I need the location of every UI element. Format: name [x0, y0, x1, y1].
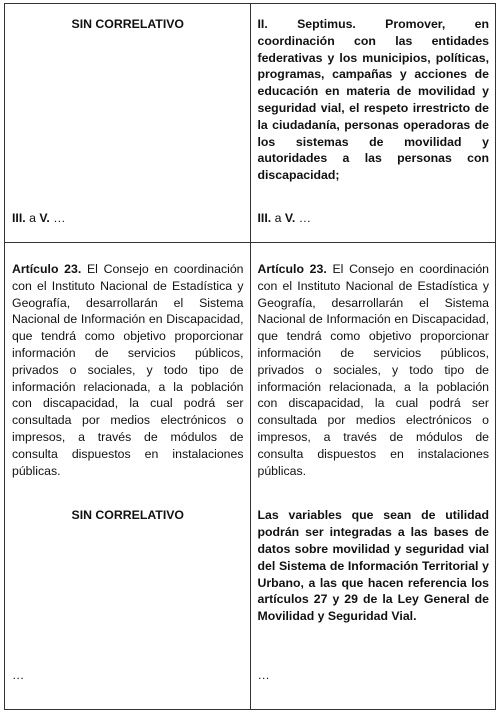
- no-correlative-heading: SIN CORRELATIVO: [71, 17, 184, 31]
- fractions-range: III. a V. …: [12, 211, 66, 225]
- fractions-range: III. a V. …: [257, 211, 312, 225]
- cell-proposed-text: [250, 4, 496, 243]
- cell-current-text: [5, 4, 251, 243]
- comparison-table: [4, 3, 496, 710]
- table-row: [5, 243, 496, 710]
- fraction-ii-septimus: II. Septimus. Promover, en coordinación con las entidades federativas y los municipios, políticas, programas, campañas y acciones de educación en materia de movilidad y seguridad vial, el respeto irrestricto de la ciudadanía, personas operadoras de los sistemas de movilidad y autoridades a las personas con discapacidad;: [257, 17, 489, 183]
- no-correlative-heading: SIN CORRELATIVO: [71, 508, 184, 523]
- table-row: [5, 4, 496, 243]
- comparison-page: [4, 3, 496, 709]
- cell-current-text: [5, 243, 251, 710]
- article-23-paragraph: Artículo 23. El Consejo en coordinación con el Instituto Nacional de Estadística y Geografía, desarrollarán el Sistema Nacional de Información en Discapacidad, que tendrá como objetivo proporcionar información de servicios públicos, privados o sociales, y todo tipo de información relacionada, a la población con discapacidad, la cual podrá ser consultada por medios electrónicos o impresos, a través de módulos de consulta dispuestos en instalaciones públicas.: [257, 262, 489, 478]
- ellipsis: …: [257, 668, 270, 682]
- article-23-paragraph: Artículo 23. El Consejo en coordinación con el Instituto Nacional de Estadística y Geografía, desarrollarán el Sistema Nacional de Información en Discapacidad, que tendrá como objetivo proporcionar información de servicios públicos, privados o sociales, y todo tipo de información relacionada, a la población con discapacidad, la cual podrá ser consultada por medios electrónicos o impresos, a través de módulos de consulta dispuestos en instalaciones públicas.: [12, 262, 244, 478]
- added-paragraph: Las variables que sean de utilidad podrán ser integradas a las bases de datos sobre movilidad y seguridad vial del Sistema de Información Territorial y Urbano, a las que hacen referencia los artículos 27 y 29 de la Ley General de Movilidad y Seguridad Vial.: [257, 508, 489, 624]
- cell-proposed-text: [250, 243, 496, 710]
- ellipsis: …: [12, 668, 25, 682]
